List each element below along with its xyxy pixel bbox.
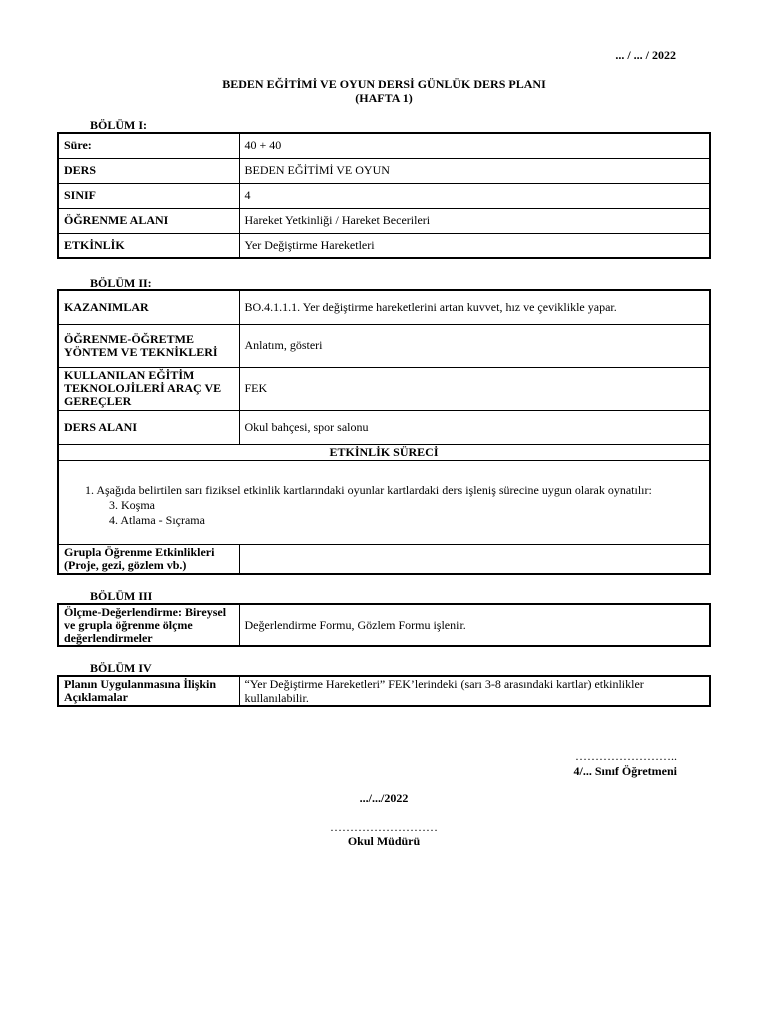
row-value: FEK — [239, 367, 710, 410]
process-item: 1. Aşağıda belirtilen sarı fiziksel etkinlik kartlarındaki oyunlar kartlardaki ders işleniş sürecine uygun olarak oynatılır: — [85, 482, 652, 497]
row-label: ETKİNLİK — [58, 233, 239, 258]
row-label: ÖĞRENME ALANI — [58, 208, 239, 233]
teacher-signature-line: …………………….. — [575, 749, 677, 763]
table-row — [58, 544, 710, 574]
table-row — [58, 183, 710, 208]
row-label: KAZANIMLAR — [58, 290, 239, 324]
process-content — [58, 460, 710, 544]
principal-date: .../.../2022 — [359, 791, 409, 805]
principal-signature-line: ……………………… — [330, 820, 438, 834]
table-row — [58, 208, 710, 233]
row-value — [239, 544, 710, 574]
section2-table — [57, 289, 711, 575]
row-value: “Yer Değiştirme Hareketleri” FEK’lerindeki (sarı 3-8 arasındaki kartlar) etkinlikler kullanılabilir. — [239, 676, 710, 706]
row-label: Planın Uygulanmasına İlişkin Açıklamalar — [58, 676, 239, 706]
row-value: BEDEN EĞİTİMİ VE OYUN — [239, 158, 710, 183]
table-row — [58, 604, 710, 646]
document-subtitle: (HAFTA 1) — [355, 91, 413, 105]
process-subitem: 3. Koşma — [109, 497, 155, 512]
table-row — [58, 290, 710, 324]
row-label: Ölçme-Değerlendirme: Bireysel ve grupla öğrenme ölçme değerlendirmeler — [58, 604, 239, 646]
row-value: BO.4.1.1.1. Yer değiştirme hareketlerini artan kuvvet, hız ve çeviklikle yapar. — [239, 290, 710, 324]
row-label: ÖĞRENME-ÖĞRETME YÖNTEM VE TEKNİKLERİ — [58, 324, 239, 367]
row-value: 4 — [239, 183, 710, 208]
table-row — [58, 158, 710, 183]
section2-heading: BÖLÜM II: — [90, 276, 152, 290]
row-label: SINIF — [58, 183, 239, 208]
table-row — [58, 410, 710, 444]
teacher-title: 4/... Sınıf Öğretmeni — [573, 764, 677, 778]
principal-title: Okul Müdürü — [347, 834, 421, 848]
table-row — [58, 233, 710, 258]
process-subitem: 4. Atlama - Sıçrama — [109, 512, 205, 527]
document-date: ... / ... / 2022 — [615, 48, 676, 62]
table-row — [58, 460, 710, 544]
row-label: DERS — [58, 158, 239, 183]
row-label: KULLANILAN EĞİTİM TEKNOLOJİLERİ ARAÇ VE GEREÇLER — [58, 367, 239, 410]
table-row — [58, 133, 710, 158]
section3-heading: BÖLÜM III — [90, 589, 153, 603]
table-row — [58, 444, 710, 460]
row-label: DERS ALANI — [58, 410, 239, 444]
section1-table — [57, 132, 711, 259]
row-label: Süre: — [58, 133, 239, 158]
document-title: BEDEN EĞİTİMİ VE OYUN DERSİ GÜNLÜK DERS PLANI — [222, 77, 546, 91]
row-value: Yer Değiştirme Hareketleri — [239, 233, 710, 258]
section3-table — [57, 603, 711, 647]
row-value: Anlatım, gösteri — [239, 324, 710, 367]
process-heading: ETKİNLİK SÜRECİ — [58, 444, 710, 460]
section4-heading: BÖLÜM IV — [90, 661, 152, 675]
table-row — [58, 676, 710, 706]
table-row — [58, 324, 710, 367]
section1-heading: BÖLÜM I: — [90, 118, 147, 132]
table-row — [58, 367, 710, 410]
section4-table — [57, 675, 711, 707]
row-value: 40 + 40 — [239, 133, 710, 158]
row-value: Değerlendirme Formu, Gözlem Formu işlenir. — [239, 604, 710, 646]
row-label: Grupla Öğrenme Etkinlikleri (Proje, gezi, gözlem vb.) — [58, 544, 239, 574]
row-value: Hareket Yetkinliği / Hareket Becerileri — [239, 208, 710, 233]
row-value: Okul bahçesi, spor salonu — [239, 410, 710, 444]
